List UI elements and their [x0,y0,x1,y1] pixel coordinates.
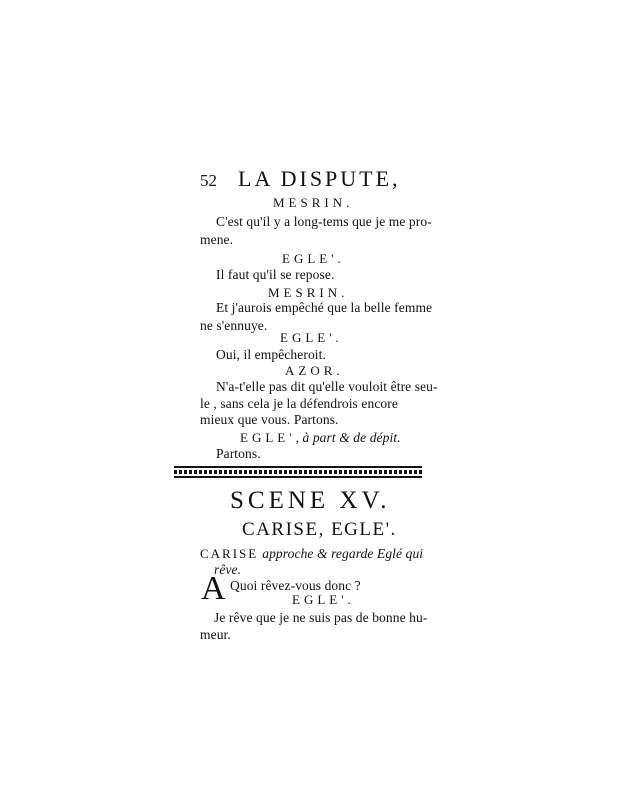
dialogue-line: C'est qu'il y a long-tems que je me pro- [216,214,432,229]
drop-cap: A [201,570,226,607]
stage-direction-line [200,546,423,562]
speaker-name: EGLE'. [280,330,343,345]
dialogue-line: mieux que vous. Partons. [200,412,339,427]
speaker-name: MESRIN. [273,195,354,210]
scene-title: SCENE XV. [230,487,391,514]
dialogue-line: Quoi rêvez-vous donc ? [230,578,361,593]
speaker-name: MESRIN. [268,285,349,300]
dialogue-line: mene. [200,232,234,247]
stage-direction: rêve. [214,562,242,577]
stage-direction: approche & regarde Eglé qui [262,546,424,561]
dialogue-line: Oui, il empêcheroit. [216,347,326,362]
dialogue-line: Je rêve que je ne suis pas de bonne hu- [214,610,428,625]
dialogue-line: Et j'aurois empêché que la belle femme [216,300,433,315]
page-number: 52 [200,171,217,190]
speaker-name: CARISE [200,546,259,561]
scene-characters: CARISE, EGLE'. [242,519,397,540]
dialogue-line: Il faut qu'il se repose. [216,267,335,282]
speaker-name: AZOR. [285,363,344,378]
stage-direction: , à part & de dépit. [295,430,401,445]
ornamental-rule [174,466,422,478]
speaker-name: EGLE'. [292,592,355,607]
speaker-with-direction [240,430,401,446]
speaker-name: EGLE'. [282,251,345,266]
dialogue-line: N'a-t'elle pas dit qu'elle vouloit être seu- [216,379,438,394]
dialogue-line: meur. [200,627,231,642]
speaker-name: EGLE' [240,430,296,445]
running-title: LA DISPUTE, [238,166,401,191]
dialogue-line: Partons. [216,446,261,461]
dialogue-line: le , sans cela je la défendrois encore [200,396,398,411]
dialogue-line: ne s'ennuye. [200,318,268,333]
